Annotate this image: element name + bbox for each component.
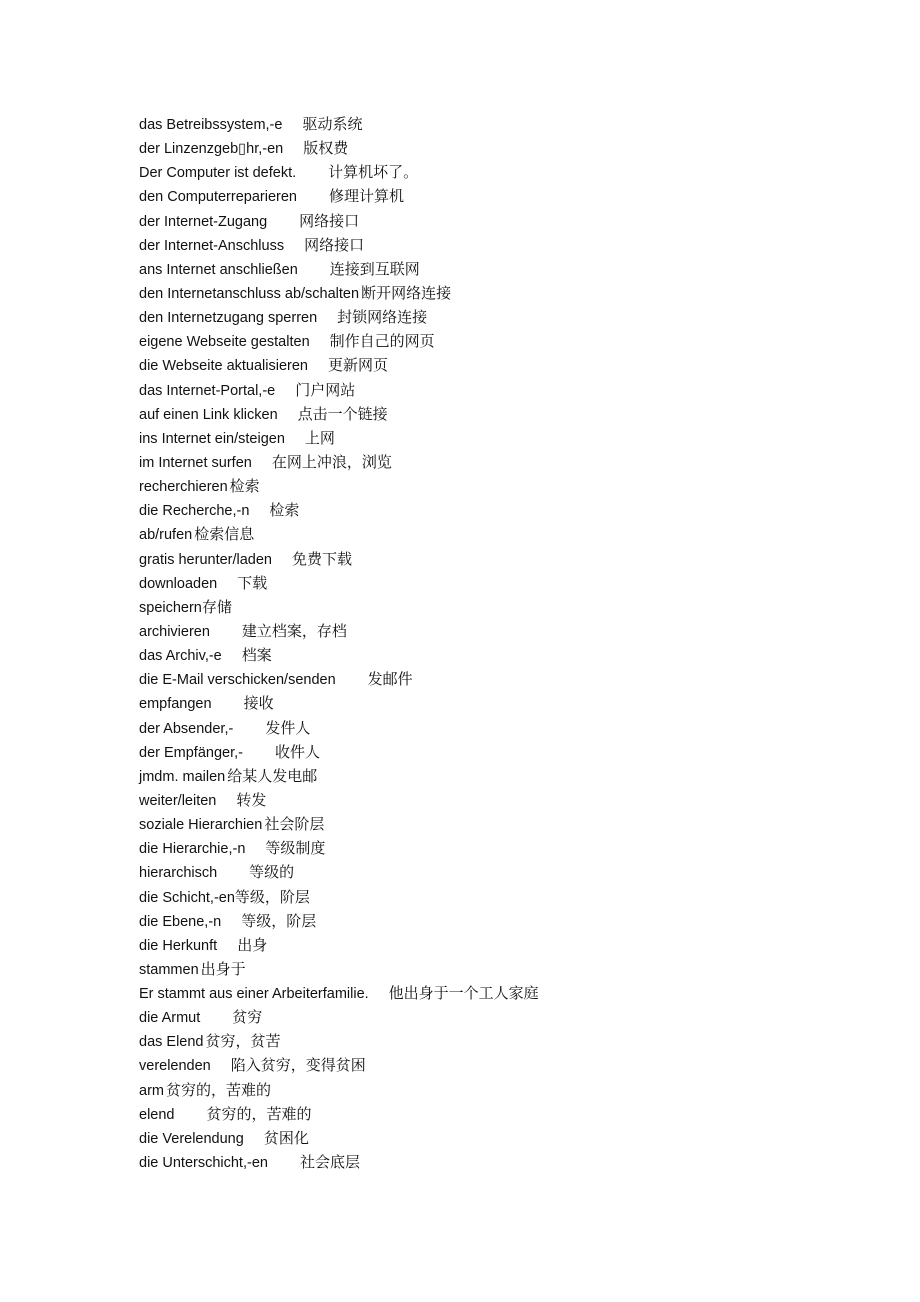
vocab-entry — [139, 595, 539, 619]
vocab-entry — [139, 474, 539, 498]
chinese-translation: 出身 — [237, 935, 268, 954]
vocab-entry — [139, 691, 539, 715]
vocab-entry — [139, 1053, 539, 1077]
vocab-entry — [139, 547, 539, 571]
german-term: gratis herunter/laden — [139, 551, 272, 568]
vocab-entry — [139, 571, 539, 595]
german-term: die Armut — [139, 1010, 201, 1027]
german-term: elend — [139, 1106, 175, 1123]
vocab-entry — [139, 764, 539, 788]
chinese-translation: 修理计算机 — [328, 187, 404, 206]
vocab-entry — [139, 305, 539, 329]
chinese-translation: 检索信息 — [194, 525, 255, 544]
german-term: Er stammt aus einer Arbeiterfamilie. — [139, 986, 369, 1003]
german-term: der Internet-Zugang — [139, 213, 268, 230]
vocab-entry — [139, 281, 539, 305]
chinese-translation: 出身于 — [200, 959, 246, 978]
chinese-translation: 等级制度 — [265, 839, 326, 858]
vocab-entry — [139, 619, 539, 643]
chinese-translation: 收件人 — [274, 742, 320, 761]
vocab-entry — [139, 667, 539, 691]
german-term: ab/rufen — [139, 527, 193, 544]
german-term: recherchieren — [139, 479, 228, 496]
german-term: verelenden — [139, 1058, 211, 1075]
german-term: die Verelendung — [139, 1130, 244, 1147]
vocab-entry — [139, 498, 539, 522]
chinese-translation: 制作自己的网页 — [329, 332, 435, 351]
vocab-entry — [139, 981, 539, 1005]
german-term: den Internetanschluss ab/schalten — [139, 285, 360, 302]
chinese-translation: 检索 — [269, 501, 300, 520]
chinese-translation: 他出身于一个工人家庭 — [388, 984, 539, 1003]
german-term: den Internetzugang sperren — [139, 310, 318, 327]
chinese-translation: 社会阶层 — [264, 815, 325, 834]
vocab-entry — [139, 836, 539, 860]
chinese-translation: 免费下载 — [292, 549, 353, 568]
vocab-entry — [139, 353, 539, 377]
chinese-translation: 发邮件 — [367, 670, 413, 689]
chinese-translation: 等级，阶层 — [234, 887, 310, 906]
chinese-translation: 检索 — [229, 477, 260, 496]
vocab-entry — [139, 885, 539, 909]
chinese-translation: 转发 — [236, 790, 267, 809]
chinese-translation: 贫穷 — [232, 1008, 263, 1027]
vocab-entry — [139, 643, 539, 667]
vocabulary-list — [139, 112, 539, 1174]
vocab-entry — [139, 378, 539, 402]
vocab-entry — [139, 136, 539, 160]
german-term: die Ebene,-n — [139, 913, 222, 930]
german-term: das Internet-Portal,-e — [139, 382, 276, 399]
chinese-translation: 连接到互联网 — [329, 259, 420, 278]
vocab-entry — [139, 812, 539, 836]
german-term: im Internet surfen — [139, 454, 252, 471]
vocab-entry — [139, 909, 539, 933]
german-term: das Archiv,-e — [139, 648, 222, 665]
german-term: die Recherche,-n — [139, 503, 250, 520]
german-term: das Betreibssystem,-e — [139, 117, 283, 133]
german-term: die Herkunft — [139, 937, 218, 954]
vocab-entry — [139, 426, 539, 450]
vocab-entry — [139, 1126, 539, 1150]
chinese-translation: 贫困化 — [263, 1128, 309, 1147]
vocab-entry — [139, 933, 539, 957]
vocab-entry — [139, 450, 539, 474]
german-term: der Internet-Anschluss — [139, 237, 285, 254]
german-term: soziale Hierarchien — [139, 817, 263, 834]
vocab-entry — [139, 522, 539, 546]
vocab-entry — [139, 329, 539, 353]
vocab-entry — [139, 402, 539, 426]
german-term: downloaden — [139, 575, 218, 592]
chinese-translation: 贫穷的，苦难的 — [206, 1104, 312, 1123]
chinese-translation: 建立档案，存档 — [241, 621, 347, 640]
chinese-translation: 贫穷，贫苦 — [205, 1032, 281, 1051]
german-term: stammen — [139, 961, 199, 978]
german-term: auf einen Link klicken — [139, 406, 278, 423]
german-term: den Computerreparieren — [139, 189, 297, 206]
chinese-translation: 上网 — [304, 428, 335, 447]
german-term: die Webseite aktualisieren — [139, 358, 308, 375]
chinese-translation: 驱动系统 — [302, 115, 363, 133]
vocab-entry — [139, 1029, 539, 1053]
vocab-entry — [139, 233, 539, 257]
chinese-translation: 更新网页 — [328, 356, 389, 375]
chinese-translation: 等级的 — [249, 863, 295, 882]
german-term: empfangen — [139, 696, 212, 713]
german-term: speichern — [139, 599, 202, 616]
vocab-entry — [139, 160, 539, 184]
vocab-entry — [139, 788, 539, 812]
chinese-translation: 贫穷的，苦难的 — [165, 1080, 271, 1099]
german-term: arm — [139, 1082, 164, 1099]
chinese-translation: 网络接口 — [299, 211, 360, 230]
vocab-entry — [139, 1102, 539, 1126]
vocab-entry — [139, 209, 539, 233]
chinese-translation: 计算机坏了。 — [328, 163, 419, 182]
chinese-translation: 等级，阶层 — [241, 911, 317, 930]
chinese-translation: 给某人发电邮 — [227, 766, 318, 785]
german-term: jmdm. mailen — [139, 768, 226, 785]
german-term: ins Internet ein/steigen — [139, 430, 285, 447]
chinese-translation: 断开网络连接 — [361, 283, 452, 302]
chinese-translation: 接收 — [243, 694, 274, 713]
chinese-translation: 点击一个链接 — [297, 404, 388, 423]
german-term: die Unterschicht,-en — [139, 1155, 268, 1172]
vocab-entry — [139, 957, 539, 981]
german-term: das Elend — [139, 1034, 204, 1051]
chinese-translation: 网络接口 — [304, 235, 365, 254]
vocab-entry — [139, 860, 539, 884]
german-term: archivieren — [139, 623, 210, 640]
vocab-entry — [139, 184, 539, 208]
german-term: hierarchisch — [139, 865, 218, 882]
chinese-translation: 下载 — [237, 573, 268, 592]
vocab-entry — [139, 257, 539, 281]
german-term: die Schicht,-en — [139, 889, 235, 906]
german-term: weiter/leiten — [139, 792, 217, 809]
german-term: Der Computer ist defekt. — [139, 165, 297, 182]
german-term: die Hierarchie,-n — [139, 841, 246, 858]
chinese-translation: 在网上冲浪，浏览 — [271, 452, 392, 471]
chinese-translation: 社会底层 — [299, 1153, 360, 1172]
chinese-translation: 版权费 — [303, 139, 349, 158]
german-term: ans Internet anschließen — [139, 261, 298, 278]
vocab-entry — [139, 740, 539, 764]
chinese-translation: 陷入贫穷，变得贫困 — [230, 1056, 366, 1075]
chinese-translation: 存储 — [201, 597, 232, 616]
german-term: eigene Webseite gestalten — [139, 334, 310, 351]
chinese-translation: 封锁网络连接 — [337, 308, 428, 327]
chinese-translation: 档案 — [241, 646, 272, 665]
vocab-entry — [139, 112, 539, 136]
chinese-translation: 门户网站 — [295, 380, 356, 399]
vocab-entry — [139, 1150, 539, 1174]
german-term: der Empfänger,- — [139, 744, 243, 761]
german-term: der Linzenzgeb▯hr,-en — [139, 141, 284, 158]
vocab-entry — [139, 1078, 539, 1102]
german-term: der Absender,- — [139, 720, 234, 737]
vocab-entry — [139, 716, 539, 740]
german-term: die E-Mail verschicken/senden — [139, 672, 336, 689]
vocab-entry — [139, 1005, 539, 1029]
chinese-translation: 发件人 — [265, 718, 311, 737]
